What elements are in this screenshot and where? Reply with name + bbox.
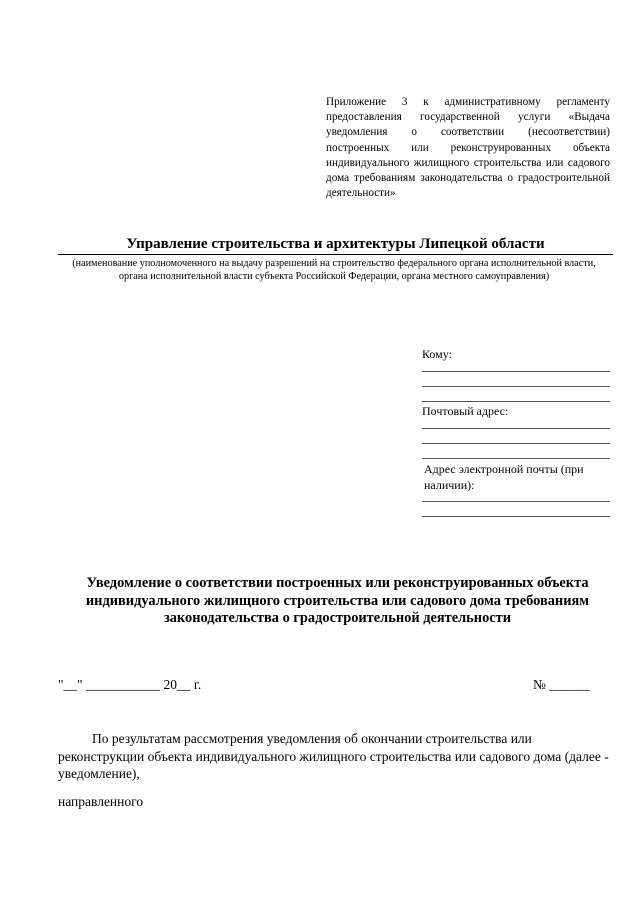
agency-hint: (наименование уполномоченного на выдачу разрешений на строительство федерального органа исполнительной власти, органа исполнительной власти субъекта Российской Федерации, органа местного самоуправления) bbox=[72, 258, 596, 283]
postal-address-line-2[interactable] bbox=[422, 443, 610, 444]
body-paragraph bbox=[58, 730, 618, 783]
appendix-note bbox=[326, 95, 610, 201]
recipient-to-line-2[interactable] bbox=[422, 386, 610, 387]
recipient-to-line-1[interactable] bbox=[422, 371, 610, 372]
email-line-1[interactable] bbox=[422, 501, 610, 502]
body-text: По результатам рассмотрения уведомления об окончании строительства или реконструкции объекта индивидуального жилищного строительства или садового дома (далее - уведомление), bbox=[58, 731, 609, 781]
directed-text: направленного bbox=[58, 794, 144, 809]
email-line-2[interactable] bbox=[422, 516, 610, 517]
recipient-to-label: Кому: bbox=[422, 347, 452, 361]
document-title: Уведомление о соответствии построенных или реконструированных объекта индивидуального жилищного строительства или садового дома требованиям законодательства о градостроительной деятельности bbox=[85, 575, 590, 626]
agency-name: Управление строительства и архитектуры Липецкой области bbox=[126, 236, 545, 252]
recipient-to-line-3[interactable] bbox=[422, 401, 610, 402]
date-field: "__" ___________ 20__ г. bbox=[58, 677, 202, 692]
postal-address-label: Почтовый адрес: bbox=[422, 404, 509, 418]
postal-address-line-1[interactable] bbox=[422, 428, 610, 429]
number-field: № ______ bbox=[533, 677, 590, 692]
email-label: Адрес электронной почты (при наличии): bbox=[424, 462, 584, 492]
appendix-text: Приложение 3 к административному регламенту предоставления государственной услуги «Выдача уведомления о соответствии (несоответствии) построенных или реконструированных объекта индивидуального жилищного строительства или садового дома требованиям законодательства о градостроительной деятельности» bbox=[326, 96, 610, 200]
postal-address-line-3[interactable] bbox=[422, 458, 610, 459]
agency-underline bbox=[58, 254, 613, 255]
